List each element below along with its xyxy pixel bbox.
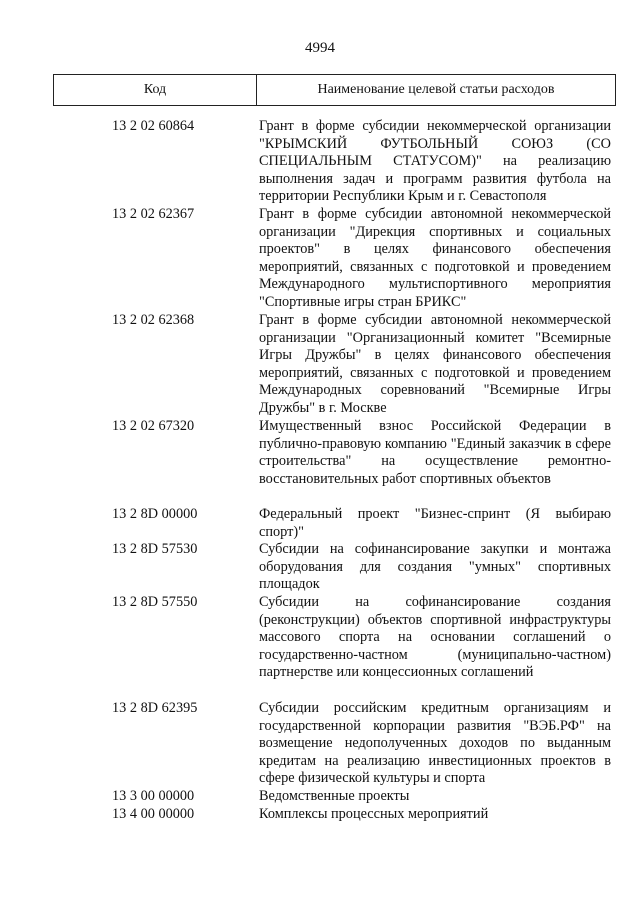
row-code: 13 2 02 67320 [112, 418, 195, 434]
row-code: 13 2 02 60864 [112, 118, 195, 134]
table-row [0, 594, 640, 700]
table-row [0, 206, 640, 312]
row-name: Субсидии на софинансирование создания (реконструкции) объектов спортивной инфраструктуры массового спорта на основании соглашений о государственно-частном (муниципально-частном) партнерстве или концессионных соглашений [259, 594, 611, 681]
row-code: 13 2 8D 57550 [112, 594, 198, 610]
table-row [0, 506, 640, 541]
table-row [0, 312, 640, 418]
row-name: Грант в форме субсидии некоммерческой организации "КРЫМСКИЙ ФУТБОЛЬНЫЙ СОЮЗ (СО СПЕЦИАЛЬНЫМ СТАТУСОМ)" на реализацию выполнения задач и программ развития футбола на территории Республики Крым и г. Севастополя [259, 118, 611, 205]
row-name: Комплексы процессных мероприятий [259, 806, 489, 822]
row-code: 13 4 00 00000 [112, 806, 195, 822]
page-number: 4994 [305, 40, 335, 56]
row-code: 13 2 8D 62395 [112, 700, 198, 716]
row-name: Имущественный взнос Российской Федерации в публично-правовую компанию "Единый заказчик в сфере строительства" на осуществление ремонтно-восстановительных работ спортивных объектов [259, 418, 611, 487]
row-name: Субсидии российским кредитным организациям и государственной корпорации развития "ВЭБ.РФ" на возмещение недополученных доходов по выданным кредитам на реализацию инвестиционных проектов в сфере физической культуры и спорта [259, 700, 611, 787]
table-header [53, 74, 616, 106]
row-name: Грант в форме субсидии автономной некоммерческой организации "Дирекция спортивных и социальных проектов" в целях финансового обеспечения мероприятий, связанных с подготовкой и проведением Международного мультиспортивного мероприятия "Спортивные игры стран БРИКС" [259, 206, 611, 310]
row-name: Ведомственные проекты [259, 788, 410, 804]
table-row [0, 418, 640, 506]
table-row [0, 700, 640, 788]
row-code: 13 2 02 62367 [112, 206, 195, 222]
row-name: Субсидии на софинансирование закупки и монтажа оборудования для создания "умных" спортивных площадок [259, 541, 611, 593]
header-code: Код [54, 75, 257, 105]
table-body [0, 118, 640, 824]
table-row [0, 541, 640, 594]
row-name: Грант в форме субсидии автономной некоммерческой организации "Организационный комитет "Всемирные Игры Дружбы" в целях финансового обеспечения мероприятий, связанных с подготовкой и проведением Международных соревнований "Всемирные Игры Дружбы" в г. Москве [259, 312, 611, 416]
row-code: 13 3 00 00000 [112, 788, 195, 804]
table-row [0, 806, 640, 824]
header-name: Наименование целевой статьи расходов [317, 82, 555, 97]
row-code: 13 2 8D 00000 [112, 506, 198, 522]
row-name: Федеральный проект "Бизнес-спринт (Я выбираю спорт)" [259, 506, 611, 540]
row-code: 13 2 8D 57530 [112, 541, 198, 557]
row-code: 13 2 02 62368 [112, 312, 195, 328]
table-row [0, 788, 640, 806]
table-row [0, 118, 640, 206]
